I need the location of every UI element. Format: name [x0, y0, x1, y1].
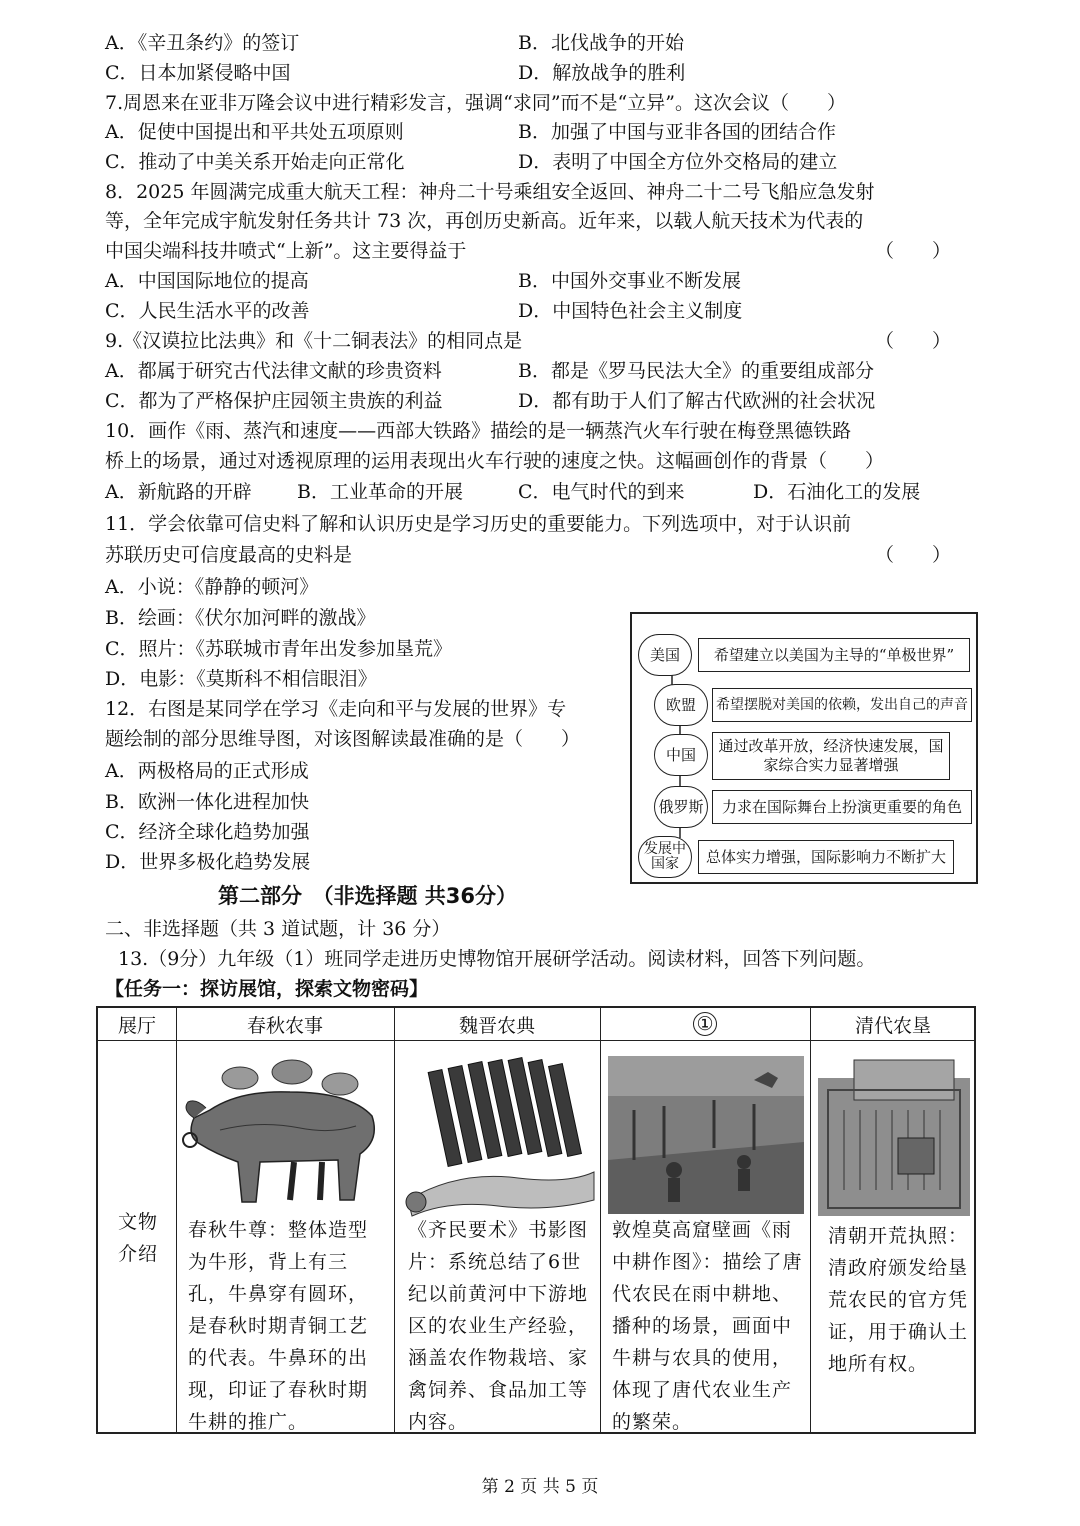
q7-option-d: D．表明了中国全方位外交格局的建立: [518, 151, 838, 173]
q8-option-a: A．中国国际地位的提高: [105, 270, 309, 292]
q10-option-b: B．工业革命的开展: [297, 481, 463, 503]
q10-line2: 桥上的场景，通过对透视原理的运用表现出火车行驶的速度之快。这幅画创作的背景（ ）: [105, 450, 885, 472]
q12-option-d: D．世界多极化趋势发展: [105, 851, 311, 873]
q11-line2: 苏联历史可信度最高的史料是: [105, 544, 353, 566]
q11-option-d: D．电影：《莫斯科不相信眼泪》: [105, 668, 377, 690]
q10-option-c: C．电气时代的到来: [518, 481, 685, 503]
table-header-col3: [600, 1008, 810, 1040]
q11-option-c: C．照片：《苏联城市青年出发参加垦荒》: [105, 638, 453, 660]
q11-answer-paren: （ ）: [875, 544, 952, 566]
q8-line3: 中国尖端科技井喷式“上新”。这主要得益于: [105, 240, 467, 262]
table-intro-col1: 春秋牛尊：整体造型为牛形，背上有三孔，牛鼻穿有圆环，是春秋时期青铜工艺的代表。牛鼻环的出现，印证了春秋时期牛耕的推广。: [188, 1219, 369, 1433]
museum-table: [96, 1006, 976, 1434]
mindmap-text-usa: 希望建立以美国为主导的“单极世界”: [698, 638, 970, 672]
part2-section-heading: 二、非选择题（共 3 道试题，计 36 分）: [105, 918, 451, 940]
q7-option-a: A．促使中国提出和平共处五项原则: [105, 121, 404, 143]
table-intro-col3: 敦煌莫高窟壁画《雨中耕作图》：描绘了唐代农民在雨中耕地、播种的场景，画面中牛耕与农具的使用，体现了唐代农业生产的繁荣。: [612, 1219, 803, 1433]
table-header-col2: 魏晋农典: [458, 1014, 535, 1037]
q11-option-a: A．小说：《静静的顿河》: [105, 576, 319, 598]
q9-option-d: D．都有助于人们了解古代欧洲的社会状况: [518, 390, 876, 412]
dunhuang-mural-image: [604, 1050, 808, 1220]
q8-option-c: C．人民生活水平的改善: [105, 300, 310, 322]
table-header-col3-label: ①: [696, 1013, 714, 1035]
q12-line1: 12．右图是某同学在学习《走向和平与发展的世界》专: [105, 698, 567, 720]
mindmap-text-eu: 希望摆脱对美国的依赖，发出自己的声音: [712, 688, 972, 722]
q8-option-b: B．中国外交事业不断发展: [518, 270, 741, 292]
q8-line1: 8．2025 年圆满完成重大航天工程：神舟二十号乘组安全返回、神舟二十二号飞船应急发射: [105, 181, 875, 203]
q6-option-c: C．日本加紧侵略中国: [105, 62, 291, 84]
q10-option-d: D．石油化工的发展: [753, 481, 921, 503]
mindmap-text-russia: 力求在国际舞台上扮演更重要的角色: [712, 790, 972, 824]
q8-line2: 等，全年完成宇航发射任务共计 73 次，再创历史新高。近年来，以载人航天技术为代表的: [105, 210, 864, 232]
mindmap-text-china: 通过改革开放，经济快速发展，国家综合实力显著增强: [712, 732, 950, 780]
qimin-yaoshu-book-image: [398, 1050, 596, 1220]
q6-option-d: D．解放战争的胜利: [518, 62, 686, 84]
q7-option-b: B．加强了中国与亚非各国的团结合作: [518, 121, 836, 143]
q7-option-c: C．推动了中美关系开始走向正常化: [105, 151, 405, 173]
q9-option-c: C．都为了严格保护庄园领主贵族的利益: [105, 390, 443, 412]
q13-stem: 13.（9分）九年级（1）班同学走进历史博物馆开展研学活动。阅读材料，回答下列问题。: [118, 948, 876, 970]
q8-option-d: D．中国特色社会主义制度: [518, 300, 743, 322]
q9-option-a: A．都属于研究古代法律文献的珍贵资料: [105, 360, 442, 382]
q6-option-b: B．北伐战争的开始: [518, 32, 684, 54]
q12-option-a: A．两极格局的正式形成: [105, 760, 309, 782]
q9-answer-paren: （ ）: [875, 330, 952, 352]
q7-stem: 7.周恩来在亚非万隆会议中进行精彩发言，强调“求同”而不是“立异”。这次会议（ ）: [105, 92, 846, 114]
mindmap-node-eu: 欧盟: [654, 684, 708, 726]
mindmap-node-china: 中国: [654, 734, 708, 776]
bronze-ox-zun-image: [180, 1050, 390, 1220]
mindmap-node-developing: 发展中国家: [638, 836, 692, 878]
table-header-col4: 清代农垦: [854, 1014, 931, 1037]
mindmap-text-developing: 总体实力增强，国际影响力不断扩大: [698, 840, 954, 874]
q12-line2: 题绘制的部分思维导图，对该图解读最准确的是（ ）: [105, 728, 581, 750]
q9-option-b: B．都是《罗马民法大全》的重要组成部分: [518, 360, 874, 382]
q6-option-a: A．《辛丑条约》的签订: [105, 32, 300, 54]
page-number: 第 2 页 共 5 页: [481, 1477, 599, 1497]
part2-title: 第二部分 （非选择题 共36分）: [218, 884, 518, 908]
mind-map: [630, 612, 978, 884]
table-header-hall: 展厅: [117, 1014, 156, 1037]
table-intro-col4: 清朝开荒执照：清政府颁发给垦荒农民的官方凭证，用于确认土地所有权。: [828, 1225, 969, 1375]
q9-stem: 9.《汉谟拉比法典》和《十二铜表法》的相同点是: [105, 330, 523, 352]
q10-line1: 10．画作《雨、蒸汽和速度——西部大铁路》描绘的是一辆蒸汽火车行驶在梅登黑德铁路: [105, 420, 852, 442]
table-intro-col2: 《齐民要术》书影图片：系统总结了6世纪以前黄河中下游地区的农业生产经验，涵盖农作物栽培、家禽饲养、食品加工等内容。: [408, 1219, 589, 1433]
q8-answer-paren: （ ）: [875, 240, 952, 262]
table-header-col1: 春秋农事: [246, 1014, 323, 1037]
qing-reclamation-license-image: [814, 1050, 974, 1220]
q11-line1: 11．学会依靠可信史料了解和认识历史是学习历史的重要能力。下列选项中，对于认识前: [105, 513, 852, 535]
table-row-label: 文物介绍: [117, 1211, 158, 1265]
task1-heading: 【任务一：探访展馆，探索文物密码】: [105, 978, 429, 1000]
q12-option-b: B．欧洲一体化进程加快: [105, 791, 309, 813]
q10-option-a: A．新航路的开辟: [105, 481, 252, 503]
q11-option-b: B．绘画：《伏尔加河畔的激战》: [105, 607, 376, 629]
mindmap-node-russia: 俄罗斯: [654, 786, 708, 828]
q12-option-c: C．经济全球化趋势加强: [105, 821, 310, 843]
mindmap-node-usa: 美国: [638, 634, 692, 676]
